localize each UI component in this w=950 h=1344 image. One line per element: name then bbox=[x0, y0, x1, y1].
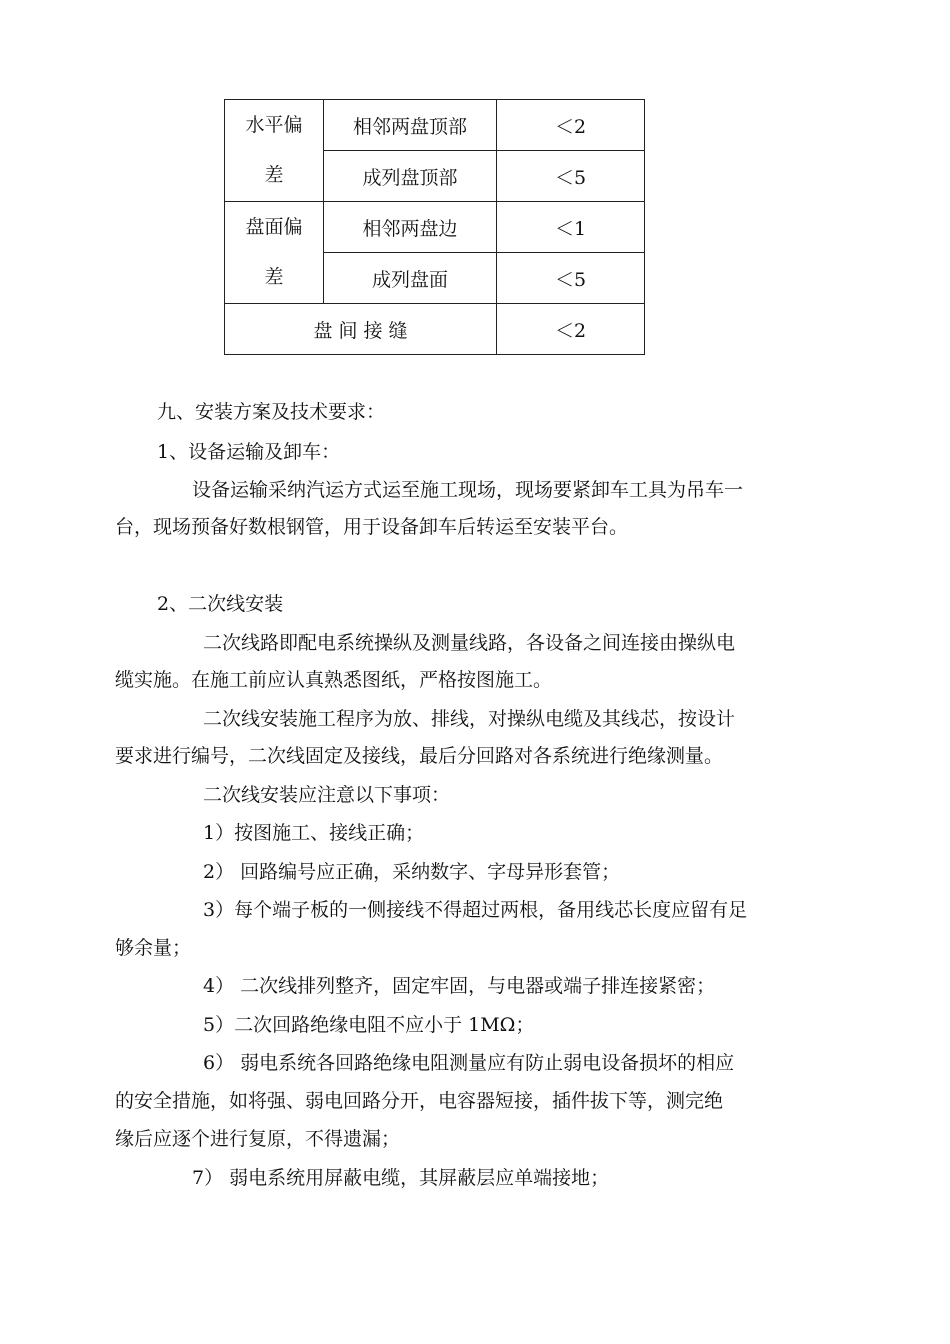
table-group-cell: 盘面偏 差 bbox=[225, 202, 324, 304]
table-value-cell: ＜1 bbox=[497, 202, 645, 253]
table-row bbox=[225, 100, 645, 151]
table-item-cell: 成列盘面 bbox=[324, 253, 497, 304]
table-value-cell: ＜5 bbox=[497, 151, 645, 202]
table-item-cell: 成列盘顶部 bbox=[324, 151, 497, 202]
tolerance-table bbox=[224, 99, 645, 355]
list-item: 5）二次回路绝缘电阻不应小于 1MΩ； bbox=[203, 1014, 535, 1036]
table-item-cell: 相邻两盘顶部 bbox=[324, 100, 497, 151]
paragraph-line: 设备运输采纳汽运方式运至施工现场，现场要紧卸车工具为吊车一 bbox=[192, 479, 744, 501]
paragraph-line: 要求进行编号，二次线固定及接线，最后分回路对各系统进行绝缘测量。 bbox=[115, 745, 724, 767]
paragraph-line: 二次线路即配电系统操纵及测量线路，各设备之间连接由操纵电 bbox=[203, 632, 736, 654]
list-item: 够余量； bbox=[115, 937, 192, 959]
paragraph-line: 台，现场预备好数根钢管，用于设备卸车后转运至安装平台。 bbox=[115, 516, 629, 538]
list-item: 6） 弱电系统各回路绝缘电阻测量应有防止弱电设备损坏的相应 bbox=[203, 1052, 735, 1074]
table-item-cell: 相邻两盘边 bbox=[324, 202, 497, 253]
paragraph-line: 二次线安装施工程序为放、排线，对操纵电缆及其线芯，按设计 bbox=[203, 708, 736, 730]
subsection-heading: 2、二次线安装 bbox=[157, 593, 284, 615]
list-item: 缘后应逐个进行复原，不得遗漏； bbox=[115, 1128, 401, 1150]
list-item: 的安全措施，如将强、弱电回路分开，电容器短接，插件拔下等，测完绝 bbox=[115, 1090, 724, 1112]
section-heading: 九、安装方案及技术要求： bbox=[157, 401, 386, 423]
paragraph-line: 二次线安装应注意以下事项： bbox=[203, 784, 451, 806]
list-item: 4） 二次线排列整齐，固定牢固，与电器或端子排连接紧密； bbox=[203, 975, 716, 997]
subsection-heading: 1、设备运输及卸车： bbox=[157, 441, 341, 463]
table-value-cell: ＜2 bbox=[497, 100, 645, 151]
list-item: 7） 弱电系统用屏蔽电缆，其屏蔽层应单端接地； bbox=[192, 1167, 610, 1189]
table-value-cell: ＜5 bbox=[497, 253, 645, 304]
list-item: 2） 回路编号应正确，采纳数字、字母异形套管； bbox=[203, 861, 621, 883]
table-value-cell: ＜2 bbox=[497, 304, 645, 355]
paragraph-line: 缆实施。在施工前应认真熟悉图纸，严格按图施工。 bbox=[115, 669, 553, 691]
table-group-cell: 水平偏 差 bbox=[225, 100, 324, 202]
list-item: 3）每个端子板的一侧接线不得超过两根，备用线芯长度应留有足 bbox=[203, 899, 748, 921]
table-joint-label: 盘 间 接 缝 bbox=[225, 304, 497, 355]
list-item: 1）按图施工、接线正确； bbox=[203, 822, 425, 844]
table-row bbox=[225, 304, 645, 355]
table-row bbox=[225, 202, 645, 253]
